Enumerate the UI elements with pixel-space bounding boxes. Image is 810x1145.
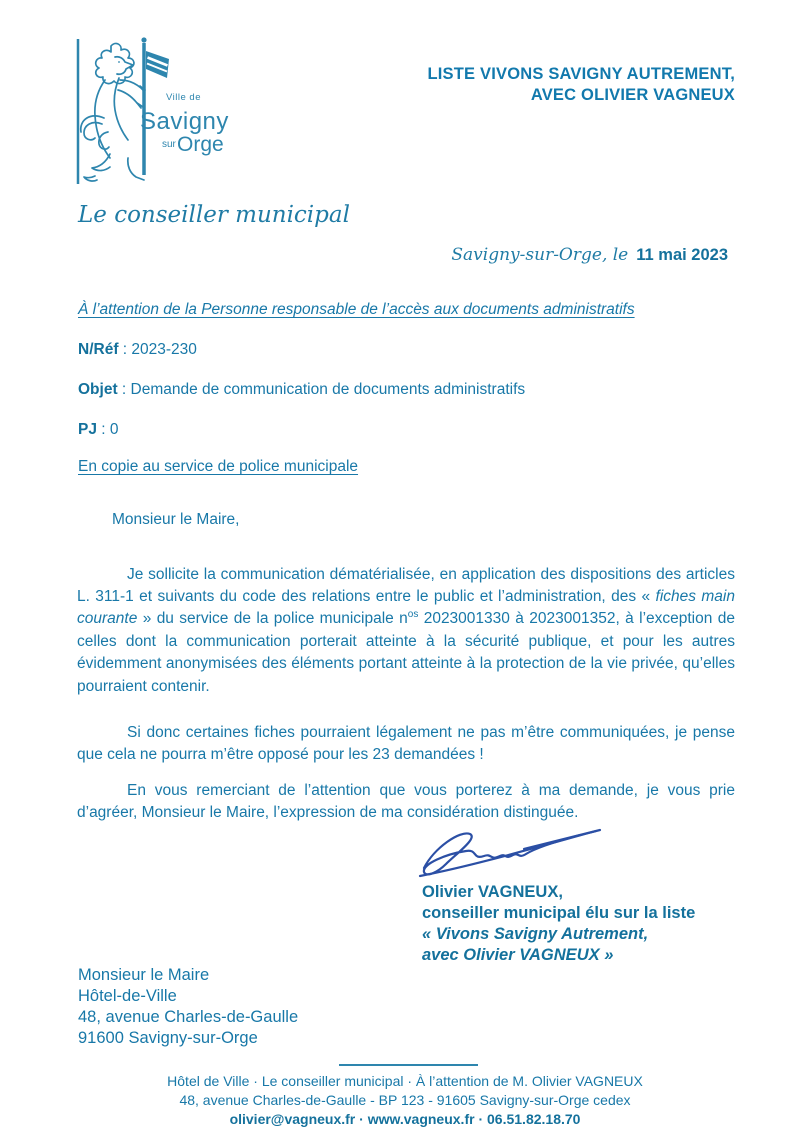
recipient-line: Hôtel-de-Ville	[78, 987, 177, 1005]
footer	[0, 1072, 810, 1129]
paragraph-1-text2: » du service de la police municipale n	[137, 610, 408, 628]
signature-block	[422, 882, 695, 966]
recipient-line: 91600 Savigny-sur-Orge	[78, 1029, 258, 1047]
list-name-line1: LISTE VIVONS SAVIGNY AUTREMENT,	[427, 65, 735, 83]
signer-name: Olivier VAGNEUX,	[422, 883, 563, 901]
logo-text-sur: sur	[162, 139, 176, 150]
signature-icon	[410, 818, 615, 880]
pj-colon: :	[96, 421, 110, 438]
objet-label: Objet	[78, 381, 118, 398]
logo-text-savigny: Savigny	[140, 108, 229, 135]
footer-line1: Hôtel de Ville · Le conseiller municipal · À l’attention de M. Olivier VAGNEUX	[167, 1073, 643, 1089]
dateline-place: Savigny-sur-Orge, le	[451, 245, 629, 265]
dateline-date: 11 mai 2023	[636, 246, 728, 264]
dateline	[451, 245, 728, 265]
footer-contact-line	[0, 1110, 810, 1129]
logo-text-ville-de: Ville de	[166, 92, 201, 103]
paragraph-2: Si donc certaines fiches pourraient légalement ne pas m’être communiquées, je pense que cela ne pourra m’être opposé pour les 23 demandées !	[77, 723, 735, 763]
attention-line: À l’attention de la Personne responsable de l’accès aux documents administratifs	[78, 301, 635, 318]
city-logo	[74, 36, 236, 190]
footer-line2: 48, avenue Charles-de-Gaulle - BP 123 - 91605 Savigny-sur-Orge cedex	[179, 1092, 631, 1108]
list-name-line2: AVEC OLIVIER VAGNEUX	[530, 86, 735, 104]
list-name-header	[427, 64, 735, 106]
footer-dot1: ·	[355, 1111, 368, 1127]
reference-colon: :	[118, 341, 132, 358]
footer-phone: 06.51.82.18.70	[487, 1111, 581, 1127]
footer-divider	[339, 1064, 478, 1066]
paragraph-1-text: Je sollicite la communication dématérialisée, en application des dispositions des articles L. 311-1 et suivants du code des relations entre le public et l’administration, des «	[77, 565, 735, 605]
pj-label: PJ	[78, 421, 97, 438]
copy-line: En copie au service de police municipale	[78, 458, 359, 475]
signer-list-line1: « Vivons Savigny Autrement,	[422, 925, 649, 943]
objet-line	[78, 381, 525, 399]
paragraph-1-superscript: os	[407, 609, 419, 621]
recipient-line: Monsieur le Maire	[78, 966, 210, 984]
signer-role: conseiller municipal élu sur la liste	[422, 904, 696, 922]
signature-image	[410, 818, 615, 880]
pj-value: 0	[109, 421, 119, 438]
pj-line	[78, 421, 119, 439]
reference-value: 2023-230	[131, 341, 197, 358]
flagpole-finial	[141, 37, 146, 42]
recipient-line: 48, avenue Charles-de-Gaulle	[78, 1008, 299, 1026]
paragraph-1	[77, 564, 735, 698]
sender-title: Le conseiller municipal	[78, 202, 350, 228]
lion-icon	[81, 43, 145, 181]
reference-label: N/Réf	[78, 341, 119, 358]
paragraph-1-italic: fiches main courante	[77, 587, 735, 628]
city-logo-art	[74, 36, 236, 190]
objet-colon: :	[117, 381, 131, 398]
salutation: Monsieur le Maire,	[112, 511, 240, 528]
paragraph-3: En vous remerciant de l’attention que vous porterez à ma demande, je vous prie d’agréer, Monsieur le Maire, l’expression de ma considération distinguée.	[77, 781, 735, 821]
footer-email: olivier@vagneux.fr	[229, 1111, 356, 1127]
footer-dot2: ·	[474, 1111, 488, 1127]
objet-value: Demande de communication de documents administratifs	[130, 381, 526, 398]
recipient-address	[78, 965, 298, 1049]
reference-line	[78, 341, 197, 359]
paragraph-1-text3: 2023001330 à 2023001352, à l’exception de celles dont la communication porterait atteinte à la sécurité publique, et pour les autres évidemment anonymisées des éléments portant atteinte à la protection de la vie privée, qu’elles pourraient contenir.	[77, 610, 735, 695]
signer-list-line2: avec Olivier VAGNEUX »	[422, 946, 614, 964]
footer-website: www.vagneux.fr	[367, 1111, 475, 1127]
flag-icon	[146, 51, 169, 78]
logo-text-orge: Orge	[177, 133, 224, 156]
